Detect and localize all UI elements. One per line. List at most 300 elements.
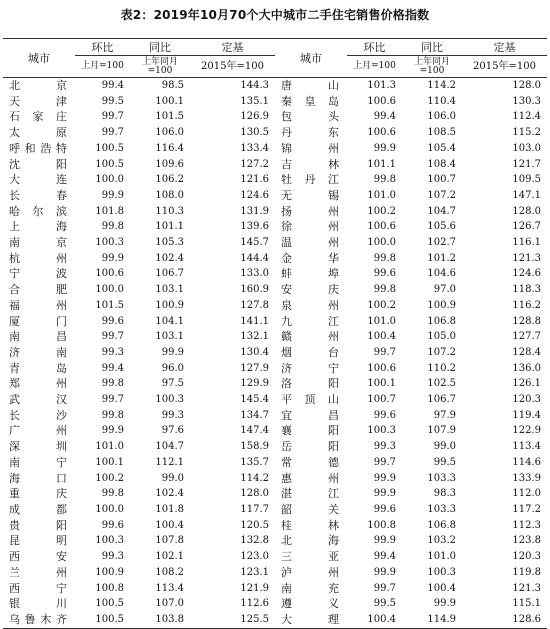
- left-base-cell: 127.9: [240, 362, 269, 374]
- header-mom-right: 环比: [347, 39, 402, 56]
- left-base-cell: 134.7: [240, 409, 269, 421]
- left-yoy-cell: 105.3: [155, 237, 184, 249]
- right-mom-cell: 101.0: [367, 189, 396, 201]
- right-city-cell: 泉州: [281, 298, 339, 312]
- price-index-table: [3, 38, 547, 629]
- right-mom-cell: 100.8: [367, 519, 396, 531]
- left-base-cell: 133.0: [240, 268, 269, 280]
- left-base-cell: 147.4: [240, 425, 269, 437]
- left-city-cell: 重庆: [9, 487, 67, 501]
- table-row: [3, 329, 547, 345]
- right-city-cell: 大理: [275, 612, 347, 628]
- table-row: [3, 251, 547, 267]
- left-mom-cell: 99.4: [75, 78, 130, 94]
- left-yoy-cell: 101.1: [155, 221, 184, 233]
- right-base-cell: 121.3: [512, 252, 541, 264]
- left-city-cell: 昆明: [9, 534, 67, 548]
- right-base-cell: 124.6: [512, 268, 541, 280]
- left-base-cell: 124.6: [240, 189, 269, 201]
- left-mom-cell: 99.8: [101, 378, 124, 390]
- subheader-mom-left: 上月=100: [81, 61, 124, 71]
- right-city-cell: 吉林: [281, 157, 339, 171]
- left-city-cell: 北京: [3, 78, 75, 94]
- right-city-cell: 南充: [281, 581, 339, 595]
- right-base-cell: 133.9: [512, 472, 541, 484]
- right-base-cell: 126.1: [512, 378, 541, 390]
- right-mom-cell: 99.3: [373, 441, 396, 453]
- left-yoy-cell: 108.2: [155, 566, 184, 578]
- right-yoy-cell: 106.8: [427, 519, 456, 531]
- left-city-cell: 杭州: [9, 251, 67, 265]
- left-yoy-cell: 100.9: [155, 299, 184, 311]
- header-base-left: 定基: [190, 39, 275, 56]
- left-mom-cell: 101.5: [95, 299, 124, 311]
- left-yoy-cell: 104.7: [155, 441, 184, 453]
- left-yoy-cell: 103.1: [155, 331, 184, 343]
- right-base-cell: 128.6: [462, 612, 547, 628]
- table-row: [3, 612, 547, 628]
- right-city-cell: 常德: [281, 455, 339, 469]
- right-city-cell: 徐州: [281, 220, 339, 234]
- left-mom-cell: 100.5: [75, 612, 130, 628]
- right-mom-cell: 100.2: [367, 205, 396, 217]
- left-city-cell: 哈尔滨: [9, 204, 67, 218]
- left-mom-cell: 99.4: [101, 362, 124, 374]
- left-mom-cell: 100.3: [95, 535, 124, 547]
- right-yoy-cell: 105.6: [427, 221, 456, 233]
- right-mom-cell: 99.6: [373, 409, 396, 421]
- left-yoy-cell: 113.4: [155, 582, 184, 594]
- left-city-cell: 深圳: [9, 440, 67, 454]
- left-city-cell: 西安: [9, 550, 67, 564]
- left-mom-cell: 99.7: [101, 111, 124, 123]
- right-base-cell: 122.9: [512, 425, 541, 437]
- right-base-cell: 119.8: [512, 566, 541, 578]
- left-mom-cell: 101.8: [95, 205, 124, 217]
- left-base-cell: 133.4: [240, 142, 269, 154]
- right-base-cell: 127.7: [512, 331, 541, 343]
- right-mom-cell: 101.1: [367, 158, 396, 170]
- table-row: [3, 439, 547, 455]
- left-city-cell: 南京: [9, 236, 67, 250]
- left-city-cell: 济南: [9, 345, 67, 359]
- right-yoy-cell: 108.4: [427, 158, 456, 170]
- right-city-cell: 岳阳: [281, 440, 339, 454]
- right-base-cell: 126.7: [512, 221, 541, 233]
- right-base-cell: 118.3: [512, 284, 541, 296]
- right-city-cell: 唐山: [275, 78, 347, 94]
- right-city-cell: 九江: [281, 314, 339, 328]
- left-base-cell: 135.7: [240, 456, 269, 468]
- table-row: [3, 361, 547, 377]
- right-base-cell: 116.2: [512, 299, 541, 311]
- right-mom-cell: 99.5: [373, 598, 396, 610]
- left-mom-cell: 99.3: [101, 551, 124, 563]
- table-row: [3, 298, 547, 314]
- left-yoy-cell: 116.4: [155, 142, 184, 154]
- left-base-cell: 127.2: [240, 158, 269, 170]
- right-city-cell: 三亚: [281, 550, 339, 564]
- table-row: [3, 266, 547, 282]
- right-yoy-cell: 103.2: [427, 535, 456, 547]
- left-city-cell: 宁波: [9, 267, 67, 281]
- left-yoy-cell: 107.0: [155, 598, 184, 610]
- table-row: [3, 204, 547, 220]
- left-city-cell: 长沙: [9, 408, 67, 422]
- subheader-base-left: 2015年=100: [201, 61, 264, 72]
- left-base-cell: 117.7: [240, 503, 269, 515]
- left-mom-cell: 100.0: [95, 174, 124, 186]
- left-yoy-cell: 106.7: [155, 268, 184, 280]
- right-mom-cell: 100.0: [367, 237, 396, 249]
- left-mom-cell: 99.3: [101, 346, 124, 358]
- left-city-cell: 合肥: [9, 283, 67, 297]
- right-mom-cell: 101.3: [347, 78, 402, 94]
- left-yoy-cell: 96.0: [161, 362, 184, 374]
- right-mom-cell: 99.6: [373, 268, 396, 280]
- table-row: [3, 141, 547, 157]
- left-yoy-cell: 101.8: [155, 503, 184, 515]
- right-yoy-cell: 97.9: [433, 409, 456, 421]
- right-yoy-cell: 104.7: [427, 205, 456, 217]
- right-yoy-cell: 99.9: [433, 598, 456, 610]
- right-yoy-cell: 107.9: [427, 425, 456, 437]
- left-city-cell: 广州: [9, 424, 67, 438]
- right-yoy-cell: 107.2: [427, 189, 456, 201]
- right-mom-cell: 99.9: [373, 142, 396, 154]
- right-base-cell: 112.3: [512, 519, 541, 531]
- right-yoy-cell: 107.2: [427, 346, 456, 358]
- left-base-cell: 144.3: [190, 78, 275, 94]
- right-yoy-cell: 101.2: [427, 252, 456, 264]
- left-base-cell: 158.9: [240, 441, 269, 453]
- right-base-cell: 128.8: [512, 315, 541, 327]
- right-mom-cell: 100.4: [367, 331, 396, 343]
- left-yoy-cell: 106.0: [155, 127, 184, 139]
- table-row: [3, 471, 547, 487]
- table-row: [3, 455, 547, 471]
- left-mom-cell: 99.9: [101, 189, 124, 201]
- right-yoy-cell: 102.7: [427, 237, 456, 249]
- left-city-cell: 天津: [9, 94, 67, 108]
- table-row: [3, 486, 547, 502]
- right-base-cell: 123.8: [512, 535, 541, 547]
- right-base-cell: 128.4: [512, 346, 541, 358]
- left-city-cell: 大连: [9, 173, 67, 187]
- left-base-cell: 123.0: [240, 551, 269, 563]
- left-yoy-cell: 99.3: [161, 409, 184, 421]
- left-mom-cell: 99.6: [101, 519, 124, 531]
- table-row: [3, 549, 547, 565]
- left-base-cell: 144.4: [240, 252, 269, 264]
- left-mom-cell: 99.7: [101, 394, 124, 406]
- left-mom-cell: 100.6: [95, 268, 124, 280]
- table-row: [3, 392, 547, 408]
- right-yoy-cell: 110.4: [427, 95, 456, 107]
- right-yoy-cell: 97.0: [433, 284, 456, 296]
- left-base-cell: 114.2: [240, 472, 269, 484]
- right-city-cell: 北海: [281, 534, 339, 548]
- left-yoy-cell: 110.3: [155, 205, 184, 217]
- left-mom-cell: 99.7: [101, 127, 124, 139]
- left-yoy-cell: 99.9: [161, 346, 184, 358]
- left-mom-cell: 99.6: [101, 315, 124, 327]
- right-yoy-cell: 100.9: [427, 299, 456, 311]
- right-mom-cell: 99.8: [373, 284, 396, 296]
- left-city-cell: 太原: [9, 126, 67, 140]
- left-yoy-cell: 107.8: [155, 535, 184, 547]
- left-base-cell: 145.7: [240, 237, 269, 249]
- left-mom-cell: 99.9: [101, 252, 124, 264]
- right-mom-cell: 99.9: [373, 472, 396, 484]
- left-city-cell: 西宁: [9, 581, 67, 595]
- right-base-cell: 112.0: [512, 488, 541, 500]
- right-mom-cell: 100.4: [347, 612, 402, 628]
- left-yoy-cell: 109.6: [155, 158, 184, 170]
- left-yoy-cell: 106.2: [155, 174, 184, 186]
- left-base-cell: 127.8: [240, 299, 269, 311]
- right-city-cell: 蚌埠: [281, 267, 339, 281]
- left-yoy-cell: 100.1: [155, 95, 184, 107]
- left-base-cell: 128.0: [240, 488, 269, 500]
- left-base-cell: 145.4: [240, 394, 269, 406]
- right-mom-cell: 100.6: [367, 362, 396, 374]
- right-city-cell: 遵义: [281, 597, 339, 611]
- right-city-cell: 赣州: [281, 330, 339, 344]
- left-base-cell: 160.9: [240, 284, 269, 296]
- right-mom-cell: 99.9: [373, 566, 396, 578]
- right-mom-cell: 99.7: [373, 582, 396, 594]
- right-city-cell: 洛阳: [281, 377, 339, 391]
- left-mom-cell: 100.3: [95, 237, 124, 249]
- right-city-cell: 丹东: [281, 126, 339, 140]
- left-city-cell: 成都: [9, 502, 67, 516]
- left-base-cell: 130.5: [240, 127, 269, 139]
- right-mom-cell: 100.6: [367, 127, 396, 139]
- right-base-cell: 120.3: [512, 551, 541, 563]
- right-yoy-cell: 105.4: [427, 142, 456, 154]
- left-yoy-cell: 97.5: [161, 378, 184, 390]
- right-base-cell: 109.5: [512, 174, 541, 186]
- right-city-cell: 无锡: [281, 188, 339, 202]
- right-yoy-cell: 103.3: [427, 472, 456, 484]
- left-mom-cell: 99.8: [101, 488, 124, 500]
- right-mom-cell: 100.7: [367, 394, 396, 406]
- table-body: [3, 78, 547, 629]
- right-yoy-cell: 98.3: [433, 488, 456, 500]
- right-mom-cell: 99.8: [373, 174, 396, 186]
- right-base-cell: 130.3: [512, 95, 541, 107]
- right-city-cell: 牡丹江: [281, 173, 339, 187]
- right-mom-cell: 100.6: [367, 95, 396, 107]
- table-row: [3, 565, 547, 581]
- table-row: [3, 78, 547, 94]
- right-city-cell: 锦州: [281, 141, 339, 155]
- table-row: [3, 345, 547, 361]
- right-base-cell: 121.3: [512, 582, 541, 594]
- left-yoy-cell: 108.0: [155, 189, 184, 201]
- left-mom-cell: 101.0: [95, 441, 124, 453]
- right-base-cell: 115.1: [512, 598, 541, 610]
- right-yoy-cell: 114.2: [402, 78, 462, 94]
- header-mom-left: 环比: [75, 39, 130, 56]
- left-mom-cell: 99.8: [101, 409, 124, 421]
- right-city-cell: 惠州: [281, 471, 339, 485]
- subheader-yoy-right: 上年同月=100: [413, 56, 450, 76]
- left-base-cell: 120.5: [240, 519, 269, 531]
- right-city-cell: 温州: [281, 236, 339, 250]
- left-yoy-cell: 101.5: [155, 111, 184, 123]
- left-base-cell: 126.9: [240, 111, 269, 123]
- left-city-cell: 兰州: [9, 565, 67, 579]
- table-row: [3, 188, 547, 204]
- subheader-base-right: 2015年=100: [473, 61, 536, 72]
- table-row: [3, 219, 547, 235]
- left-city-cell: 福州: [9, 298, 67, 312]
- header-yoy-right: 同比: [402, 39, 462, 56]
- right-yoy-cell: 99.5: [433, 456, 456, 468]
- left-mom-cell: 100.5: [95, 158, 124, 170]
- left-yoy-cell: 102.4: [155, 252, 184, 264]
- table-row: [3, 235, 547, 251]
- left-city-cell: 厦门: [9, 314, 67, 328]
- right-city-cell: 襄阳: [281, 424, 339, 438]
- right-yoy-cell: 105.0: [427, 331, 456, 343]
- right-mom-cell: 101.0: [367, 315, 396, 327]
- left-mom-cell: 100.1: [95, 456, 124, 468]
- left-yoy-cell: 103.8: [130, 612, 190, 628]
- table-row: [3, 172, 547, 188]
- left-base-cell: 129.9: [240, 378, 269, 390]
- header-city-left: 城市: [3, 39, 75, 78]
- left-base-cell: 132.1: [240, 331, 269, 343]
- left-base-cell: 112.6: [240, 598, 269, 610]
- right-base-cell: 128.0: [462, 78, 547, 94]
- left-base-cell: 123.1: [240, 566, 269, 578]
- header-yoy-left: 同比: [130, 39, 190, 56]
- table-row: [3, 125, 547, 141]
- right-mom-cell: 99.8: [373, 252, 396, 264]
- left-base-cell: 121.6: [240, 174, 269, 186]
- left-base-cell: 141.1: [240, 315, 269, 327]
- left-yoy-cell: 103.1: [155, 284, 184, 296]
- right-yoy-cell: 114.9: [402, 612, 462, 628]
- left-city-cell: 海口: [9, 471, 67, 485]
- left-mom-cell: 100.9: [95, 566, 124, 578]
- left-yoy-cell: 104.1: [155, 315, 184, 327]
- left-city-cell: 沈阳: [9, 157, 67, 171]
- right-base-cell: 128.0: [512, 205, 541, 217]
- right-city-cell: 韶关: [281, 502, 339, 516]
- right-yoy-cell: 103.3: [427, 503, 456, 515]
- right-yoy-cell: 100.3: [427, 566, 456, 578]
- right-city-cell: 桂林: [281, 518, 339, 532]
- left-mom-cell: 100.0: [95, 284, 124, 296]
- left-mom-cell: 100.8: [95, 582, 124, 594]
- right-mom-cell: 99.4: [373, 111, 396, 123]
- right-yoy-cell: 110.2: [427, 362, 456, 374]
- right-city-cell: 金华: [281, 251, 339, 265]
- right-yoy-cell: 108.5: [427, 127, 456, 139]
- table-row: [3, 376, 547, 392]
- table-row: [3, 533, 547, 549]
- left-base-cell: 130.4: [240, 346, 269, 358]
- left-mom-cell: 100.5: [95, 142, 124, 154]
- right-base-cell: 103.0: [512, 142, 541, 154]
- left-yoy-cell: 97.6: [161, 425, 184, 437]
- right-city-cell: 包头: [281, 110, 339, 124]
- table-row: [3, 94, 547, 110]
- left-city-cell: 呼和浩特: [9, 141, 67, 155]
- left-yoy-cell: 100.3: [155, 394, 184, 406]
- right-base-cell: 117.2: [512, 503, 541, 515]
- right-city-cell: 宜昌: [281, 408, 339, 422]
- left-city-cell: 南宁: [9, 455, 67, 469]
- table-row: [3, 157, 547, 173]
- table-row: [3, 518, 547, 534]
- left-city-cell: 上海: [9, 220, 67, 234]
- right-yoy-cell: 106.8: [427, 315, 456, 327]
- table-title: 表2：2019年10月70个大中城市二手住宅销售价格指数: [120, 8, 430, 22]
- right-yoy-cell: 102.5: [427, 378, 456, 390]
- right-mom-cell: 99.9: [373, 535, 396, 547]
- right-mom-cell: 99.6: [373, 503, 396, 515]
- left-city-cell: 长春: [9, 188, 67, 202]
- right-base-cell: 121.7: [512, 158, 541, 170]
- right-city-cell: 扬州: [281, 204, 339, 218]
- right-city-cell: 秦皇岛: [281, 94, 339, 108]
- left-base-cell: 125.5: [190, 612, 275, 628]
- left-city-cell: 贵阳: [9, 518, 67, 532]
- left-mom-cell: 100.0: [95, 503, 124, 515]
- right-yoy-cell: 100.4: [427, 582, 456, 594]
- left-city-cell: 郑州: [9, 377, 67, 391]
- left-mom-cell: 99.5: [101, 95, 124, 107]
- right-city-cell: 济宁: [281, 361, 339, 375]
- header-city-right: 城市: [275, 39, 347, 78]
- left-city-cell: 南昌: [9, 330, 67, 344]
- right-city-cell: 平顶山: [281, 393, 339, 407]
- left-yoy-cell: 99.0: [161, 472, 184, 484]
- right-base-cell: 119.4: [512, 409, 541, 421]
- left-base-cell: 132.8: [240, 535, 269, 547]
- left-mom-cell: 100.5: [95, 598, 124, 610]
- right-city-cell: 烟台: [281, 345, 339, 359]
- right-mom-cell: 99.7: [373, 346, 396, 358]
- right-city-cell: 湛江: [281, 487, 339, 501]
- left-city-cell: 乌鲁木齐: [3, 612, 75, 628]
- left-mom-cell: 99.9: [101, 425, 124, 437]
- right-base-cell: 115.2: [512, 127, 541, 139]
- left-yoy-cell: 102.4: [155, 488, 184, 500]
- table-row: [3, 502, 547, 518]
- left-base-cell: 131.9: [240, 205, 269, 217]
- right-yoy-cell: 104.6: [427, 268, 456, 280]
- table-row: [3, 423, 547, 439]
- left-base-cell: 121.9: [240, 582, 269, 594]
- left-base-cell: 139.6: [240, 221, 269, 233]
- right-mom-cell: 100.1: [367, 378, 396, 390]
- table-row: [3, 282, 547, 298]
- right-mom-cell: 100.6: [367, 221, 396, 233]
- right-yoy-cell: 106.0: [427, 111, 456, 123]
- right-mom-cell: 100.2: [367, 299, 396, 311]
- right-base-cell: 114.6: [512, 456, 541, 468]
- subheader-mom-right: 上月=100: [353, 61, 396, 71]
- header-base-right: 定基: [462, 39, 547, 56]
- left-base-cell: 135.1: [240, 95, 269, 107]
- left-yoy-cell: 112.1: [155, 456, 184, 468]
